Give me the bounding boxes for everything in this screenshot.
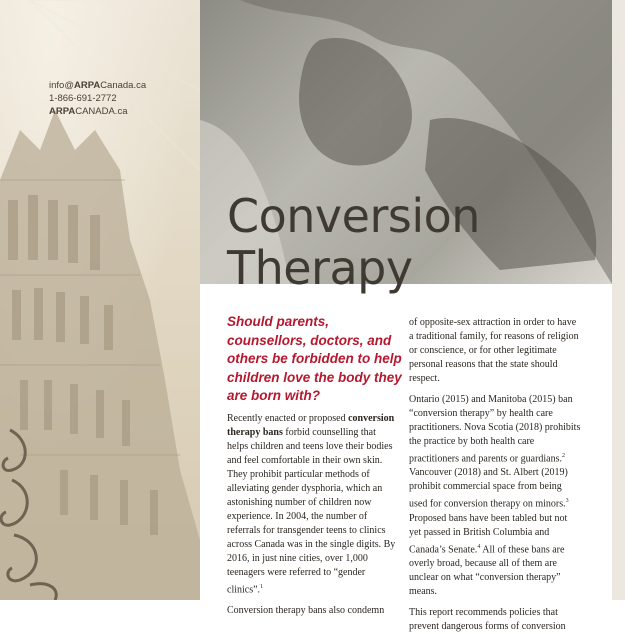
contact-phone[interactable]: 1-866-691-2772	[49, 93, 117, 104]
footnote-ref[interactable]: 4	[477, 543, 481, 550]
lead-question: Should parents, counsellors, doctors, and others be forbidden to help children love the body they are born with?	[227, 314, 402, 403]
paragraph: Recently enacted or proposed conversion therapy bans forbid counselling that helps children and teens love their bodies and feel comfortable in their own skin. They prohibit particular methods of alleviating gender dysphoria, which an astonishing number of children now experience. In 2004, the number of referrals for transgender teens to clinics across Canada was in the single digits. By 2016, in just nine cities, over 1,000 teenagers were referred to “gender clinics”.$^1$	[227, 413, 396, 596]
body-column-2	[409, 316, 581, 641]
title-line-1: Conversion	[227, 189, 480, 243]
footnote-ref[interactable]: 1	[260, 584, 264, 590]
paragraph: Conversion therapy bans also condemn	[227, 605, 385, 617]
contact-email[interactable]: info@ARPACanada.ca	[49, 80, 147, 91]
paragraph: This report recommends policies that prevent dangerous forms of conversion	[409, 606, 566, 632]
page-edge	[612, 0, 625, 600]
contact-info	[49, 79, 146, 118]
paragraph: of opposite-sex attraction in order to have a traditional family, for reasons of religion or conscience, or for other legitimate personal reasons that the state should respect.	[409, 317, 579, 384]
footnote-ref[interactable]: 3	[565, 498, 569, 505]
page-title	[227, 190, 480, 294]
body-column-1	[227, 412, 397, 625]
paragraph: Ontario (2015) and Manitoba (2015) ban “conversion therapy” by health care practitioners. Nova Scotia (2018) prohibits the practice by both health care practitioners and parents or guardians.$^2$ Vancouver (2018) and St. Albert (2019) prohibit commercial space from being used for conversion therapy on minors.$^3$ Proposed bans have been tabled but not yet passed in British Columbia and Canada’s Senate.$^4$ All of these bans are overly broad, because all of them are unclear on what “conversion therapy” means.	[409, 394, 581, 597]
footnote-ref[interactable]: 2	[562, 453, 566, 459]
title-line-2: Therapy	[227, 241, 413, 295]
contact-website[interactable]: ARPACANADA.ca	[49, 106, 128, 117]
